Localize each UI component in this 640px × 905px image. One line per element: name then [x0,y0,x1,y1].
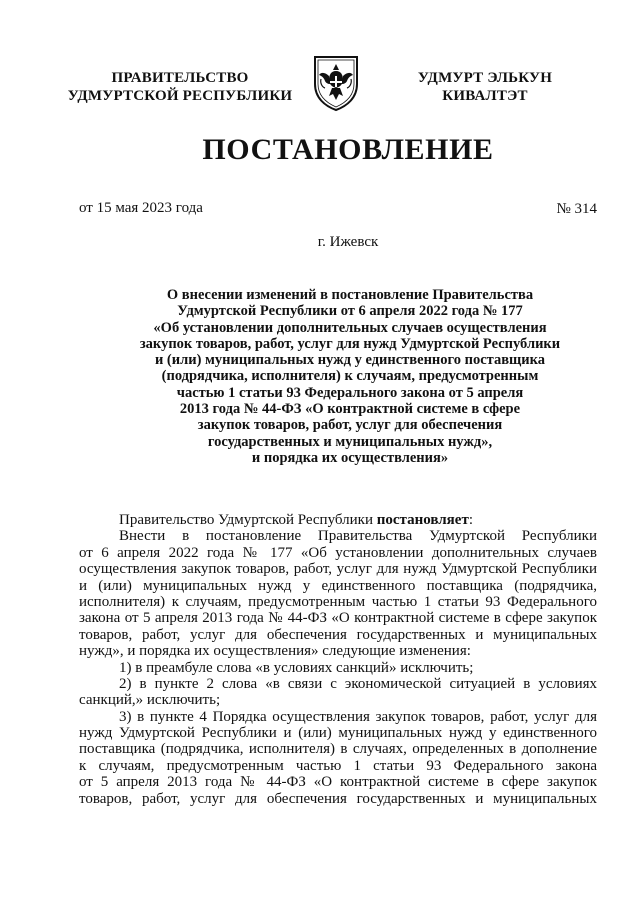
subject-line: закупок товаров, работ, услуг для нужд Удмуртской Республики [139,335,561,352]
body-line: от 6 апреля 2022 года № 177 «Об установлении дополнительных случаев [79,544,597,561]
resolution-intro [79,512,597,528]
document-date: от 15 мая 2023 года [79,200,203,216]
body-line: к случаям, предусмотренным частью 1 статьи 93 Федерального закона [79,757,597,774]
subject-line: государственных и муниципальных нужд», [207,433,493,450]
government-name-udmurt [400,69,570,105]
body-line: от 5 апреля 2013 года № 44-ФЗ «О контрактной системе в сфере закупок [79,774,597,791]
intro-keyword: постановляет [376,512,469,528]
org-left-line-2: УДМУРТСКОЙ РЕСПУБЛИКИ [67,88,293,104]
amendment-item-3: 3) в пункте 4 Порядка осуществления закупок товаров, работ, услуг для [119,708,597,725]
document-title: ПОСТАНОВЛЕНИЕ [202,133,494,166]
body-line: нужд Удмуртской Республики и (или) муниципальных нужд у единственного [79,725,597,742]
udmurt-coat-of-arms-icon [311,54,361,112]
amendment-item-1: 1) в преамбуле слова «в условиях санкций» исключить; [119,659,474,676]
body-line: осуществления закупок товаров, работ, услуг для нужд Удмуртской Республики [79,561,597,578]
body-line: поставщика (подрядчика, исполнителя) в случаях, определенных в дополнение [79,741,597,758]
document-subject [120,287,580,466]
body-line: товаров, работ, услуг для обеспечения государственных и муниципальных [79,626,597,643]
org-right-line-1: УДМУРТ ЭЛЬКУН [417,70,553,86]
subject-line: закупок товаров, работ, услуг для обеспечения [197,417,503,434]
body-line: и (или) муниципальных нужд у единственного поставщика (подрядчика, [79,577,597,594]
body-line: нужд», и порядка их осуществления» следующие изменения: [79,643,471,660]
subject-line: Удмуртской Республики от 6 апреля 2022 года № 177 [177,303,523,320]
body-line: санкций,» исключить; [79,692,221,709]
body-line: Внести в постановление Правительства Удмуртской Республики [119,528,597,545]
subject-line: 2013 года № 44-ФЗ «О контрактной системе в сфере [179,401,521,418]
intro-text: Правительство Удмуртской Республики [119,512,377,528]
subject-line: частью 1 статьи 93 Федерального закона от 5 апреля [176,384,524,401]
body-line: исполнителя) к случаям, предусмотренным частью 1 статьи 93 Федерального [79,593,597,610]
government-name-russian [62,69,298,105]
document-city: г. Ижевск [317,234,379,250]
subject-line: (подрядчика, исполнителя) к случаям, предусмотренным [161,368,539,385]
body-line: закона от 5 апреля 2013 года № 44-ФЗ «О контрактной системе в сфере закупок [79,610,597,627]
document-number: № 314 [556,201,597,217]
org-right-line-2: КИВАЛТЭТ [442,88,528,104]
subject-line: «Об установлении дополнительных случаев осуществления [153,319,547,336]
document-body [79,512,597,807]
subject-line: и (или) муниципальных нужд у единственного поставщика [154,352,546,369]
amendment-item-2: 2) в пункте 2 слова «в связи с экономической ситуацией в условиях [119,675,597,692]
org-left-line-1: ПРАВИТЕЛЬСТВО [111,70,249,86]
body-line: товаров, работ, услуг для обеспечения государственных и муниципальных [79,790,597,807]
intro-colon: : [468,512,473,528]
subject-line: О внесении изменений в постановление Правительства [166,287,534,303]
subject-line: и порядка их осуществления» [251,449,449,466]
